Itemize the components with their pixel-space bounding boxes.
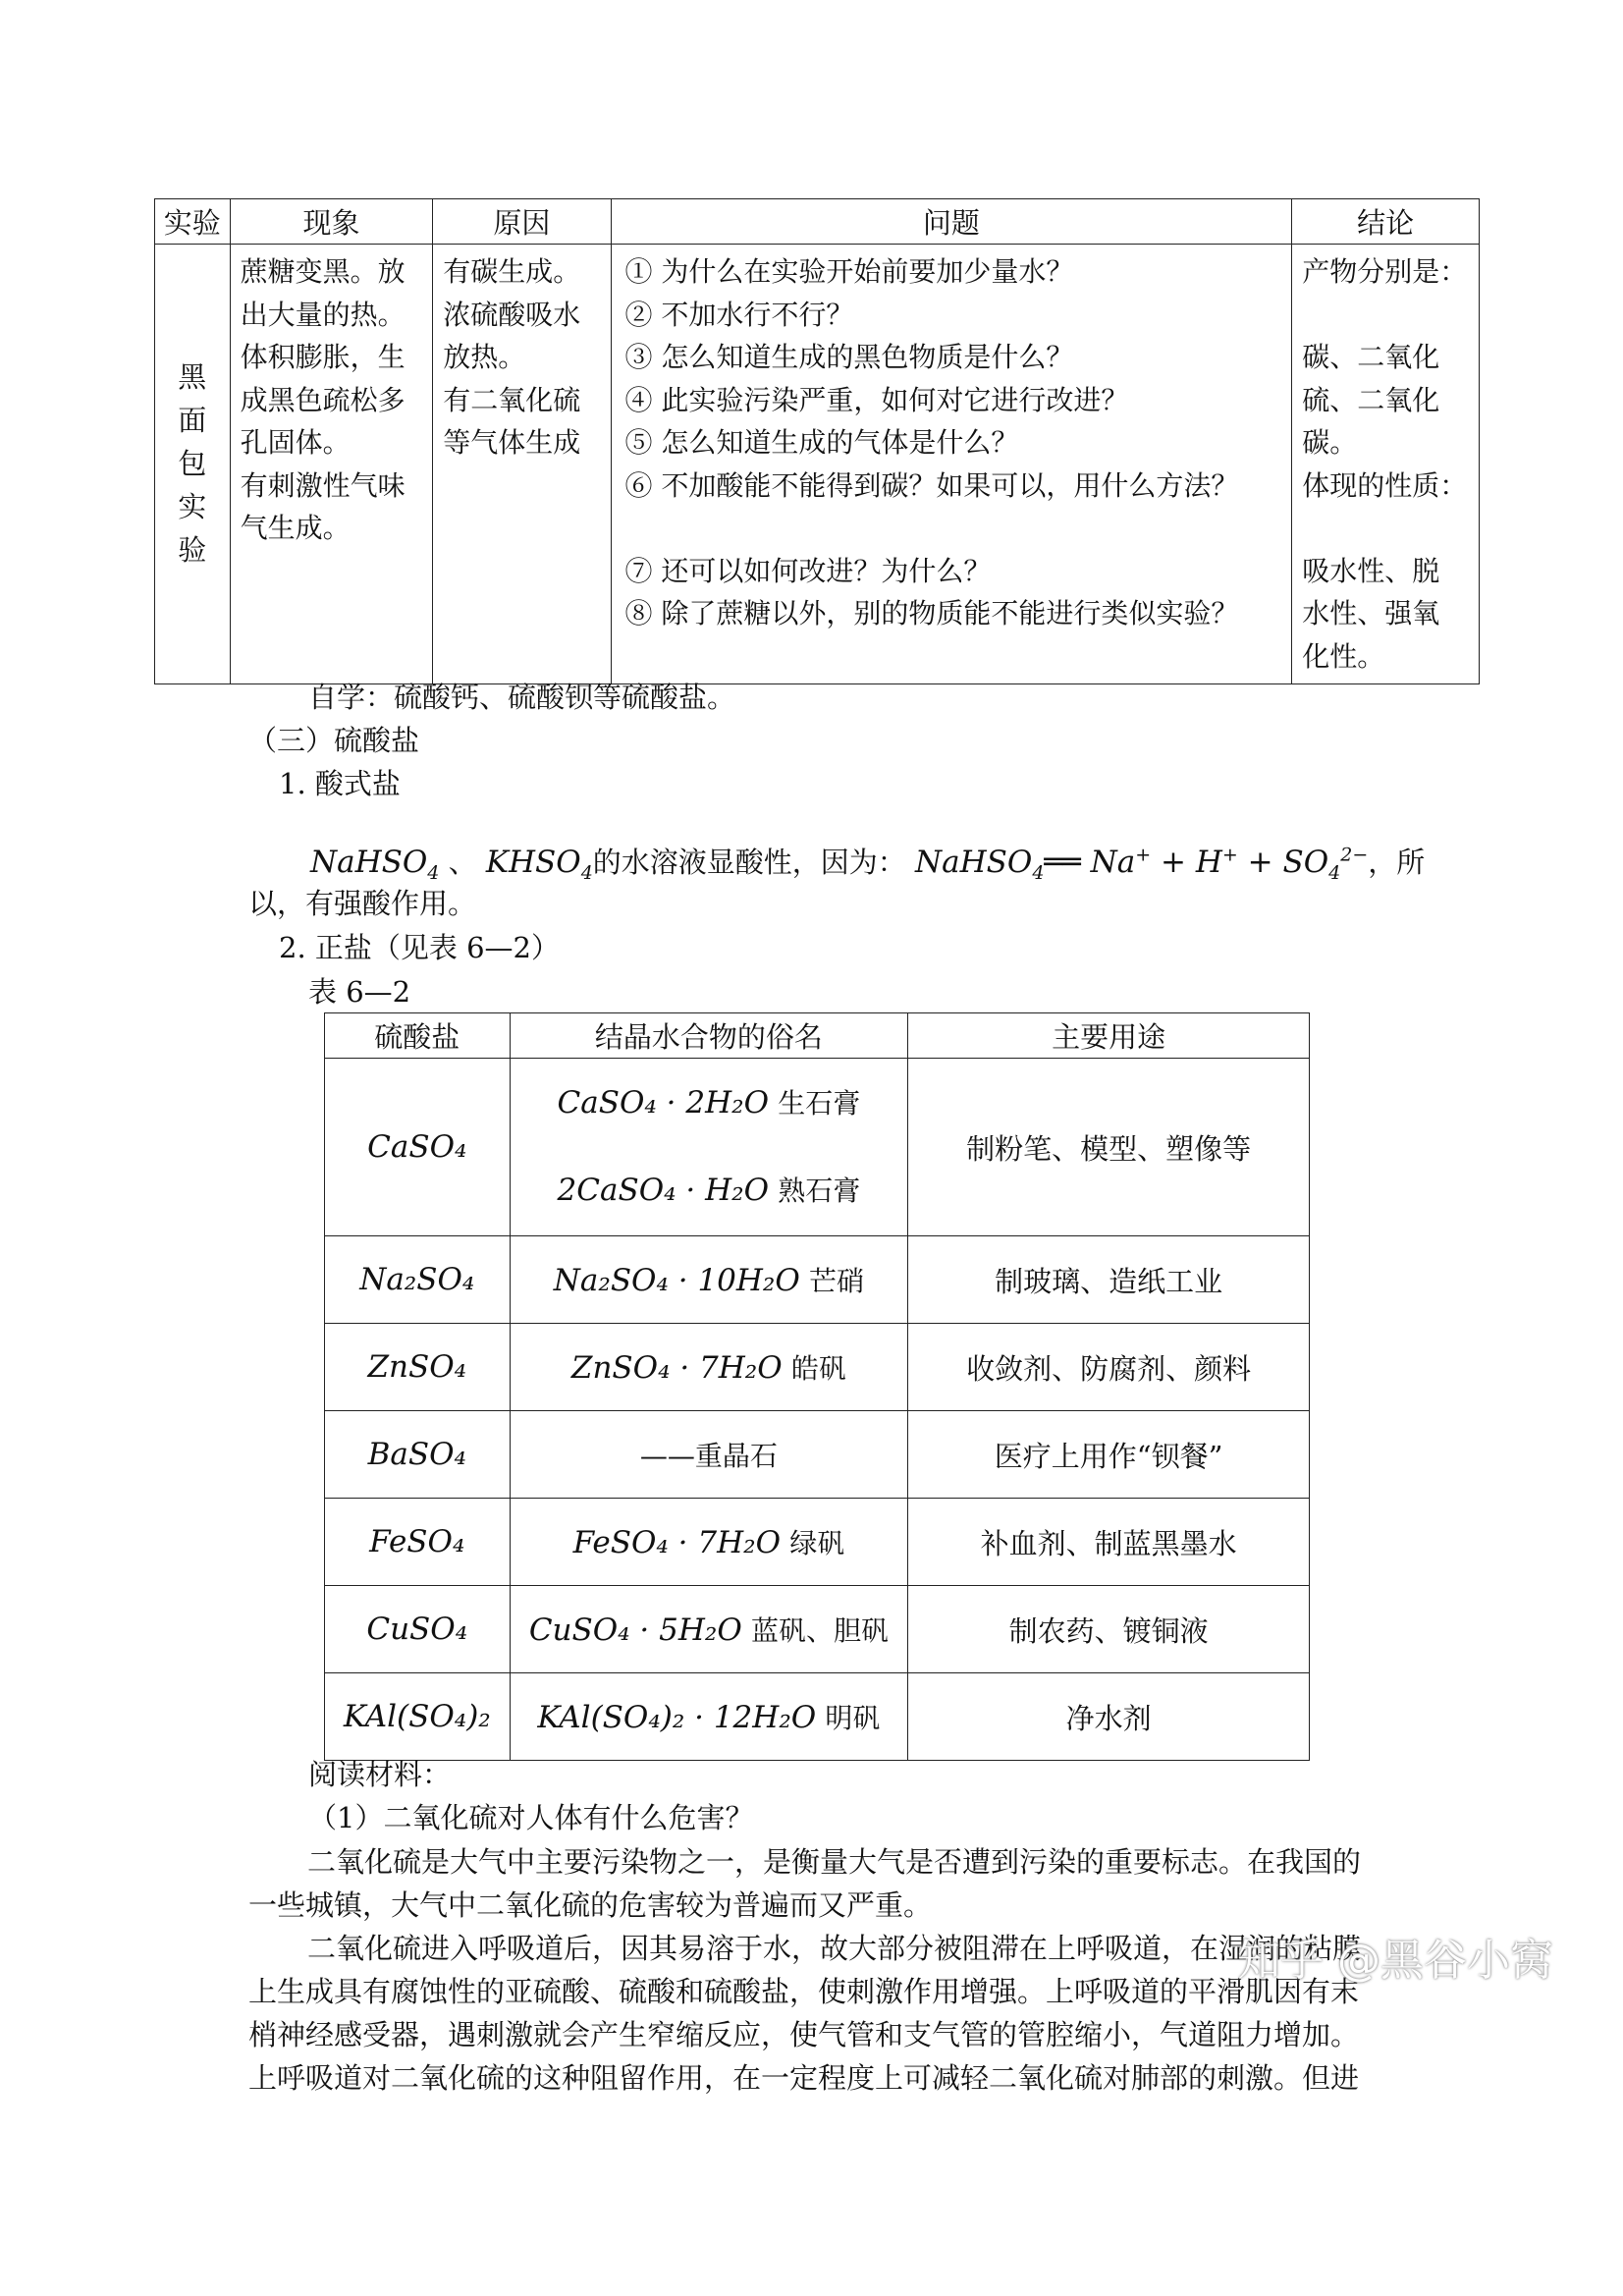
phenomenon-line: 有刺激性气味 [240, 468, 406, 502]
header-conclusion: 结论 [1292, 199, 1480, 245]
watermark: 知乎 @黑谷小窝 [1237, 1936, 1553, 1986]
reason-line: 等气体生成 [443, 426, 581, 459]
paragraph-line: 一些城镇，大气中二氧化硫的危害较为普遍而又严重。 [248, 1888, 933, 1922]
table-row [325, 1586, 1310, 1673]
formula-nahso4: NaHSO$_4$ [310, 845, 440, 885]
paragraph-line: 上呼吸道对二氧化硫的这种阻留作用，在一定程度上可减轻二氧化硫对肺部的刺激。但进 [248, 2061, 1360, 2095]
phenomenon-cell [230, 245, 433, 684]
table-row [325, 1499, 1310, 1586]
hydrate-cell: KAl(SO₄)₂ · 12H₂O 明矾 [510, 1673, 908, 1761]
hydrate-line: 2CaSO₄ · H₂O 熟石膏 [557, 1173, 861, 1208]
question-item: ① 为什么在实验开始前要加少量水？ [624, 255, 1074, 288]
formula-khso4: $KHSO_4$ [485, 845, 593, 885]
subsection-acid-salt: 1. 酸式盐 [279, 767, 401, 800]
phenomenon-line: 成黑色疏松多 [240, 383, 406, 416]
question-item: ④ 此实验污染严重，如何对它进行改进？ [624, 383, 1129, 416]
question-item: ⑧ 除了蔗糖以外，别的物质能不能进行类似实验？ [624, 597, 1239, 629]
hydrate-cell: ——重晶石 [510, 1411, 908, 1499]
conclusion-line: 碳、二氧化 [1302, 341, 1440, 373]
self-study-note: 自学：硫酸钙、硫酸钡等硫酸盐。 [308, 681, 736, 714]
hydrate-cell: Na₂SO₄ · 10H₂O 芒硝 [510, 1236, 908, 1324]
acid-salt-statement-line2: 以，有强酸作用。 [248, 887, 477, 920]
conclusion-line: 化性。 [1302, 639, 1385, 673]
paragraph-line: 上生成具有腐蚀性的亚硫酸、硫酸和硫酸盐，使刺激作用增强。上呼吸道的平滑肌因有末 [248, 1975, 1360, 2008]
reason-line: 浓硫酸吸水 [443, 298, 581, 331]
table-row [325, 1059, 1310, 1236]
phenomenon-line: 体积膨胀，生 [240, 341, 406, 373]
questions-cell [611, 245, 1292, 684]
hydrate-cell: CuSO₄ · 5H₂O 蓝矾、胆矾 [510, 1586, 908, 1673]
spacer [1302, 294, 1469, 337]
reading-heading: 阅读材料： [308, 1758, 452, 1791]
hydrate-cell: FeSO₄ · 7H₂O 绿矾 [510, 1499, 908, 1586]
header-uses: 主要用途 [908, 1013, 1310, 1059]
phenomenon-line: 蔗糖变黑。放 [240, 255, 406, 288]
table-caption: 表 6—2 [308, 975, 411, 1009]
table-row [155, 245, 1480, 684]
question-item: ③ 怎么知道生成的黑色物质是什么？ [624, 341, 1074, 373]
conclusion-line: 吸水性、脱 [1302, 554, 1440, 587]
reason-cell [433, 245, 611, 684]
conclusion-line: 体现的性质： [1302, 468, 1468, 502]
paragraph [248, 1840, 1378, 1927]
experiment-table [154, 198, 1480, 684]
hydrate-cell: ZnSO₄ · 7H₂O 皓矾 [510, 1324, 908, 1411]
salt-cell: BaSO₄ [325, 1411, 511, 1499]
ionization-equation: NaHSO$_4$══ $Na^+ + H^+ + SO_4^{2-}$ [915, 844, 1369, 885]
spacer [625, 507, 1282, 550]
conclusion-line: 产物分别是： [1302, 255, 1468, 288]
salt-cell: CuSO₄ [325, 1586, 511, 1673]
header-sulfate: 硫酸盐 [325, 1013, 511, 1059]
phenomenon-line: 出大量的热。 [240, 298, 406, 331]
use-cell: 净水剂 [908, 1673, 1310, 1761]
salt-cell: KAl(SO₄)₂ [325, 1673, 511, 1761]
header-question: 问题 [611, 199, 1292, 245]
paragraph-line: 二氧化硫是大气中主要污染物之一，是衡量大气是否遭到污染的重要标志。在我国的 [307, 1845, 1362, 1879]
reason-line: 有碳生成。 [443, 255, 581, 288]
subsection-normal-salt: 2. 正盐（见表 6—2） [279, 931, 561, 964]
conclusion-line: 水性、强氧 [1302, 597, 1440, 629]
table-row [325, 1236, 1310, 1324]
salt-cell: FeSO₄ [325, 1499, 511, 1586]
section-heading: （三）硫酸盐 [248, 724, 420, 757]
conclusion-line: 碳。 [1302, 426, 1358, 459]
hydrate-cell [510, 1059, 908, 1236]
reason-line: 放热。 [443, 341, 526, 373]
spacer [1302, 507, 1469, 550]
statement-text: ，所 [1368, 846, 1426, 879]
statement-text: 的水溶液显酸性，因为： [592, 846, 906, 879]
sulfate-table [324, 1012, 1310, 1761]
paragraph-line: 二氧化硫进入呼吸道后，因其易溶于水，故大部分被阻滞在上呼吸道，在湿润的粘膜 [307, 1932, 1362, 1965]
paragraph [248, 1927, 1378, 2100]
phenomenon-line: 孔固体。 [240, 426, 351, 459]
experiment-name: 黑面包实验 [178, 360, 207, 568]
phenomenon-line: 气生成。 [240, 512, 351, 544]
table-header-row [155, 199, 1480, 245]
paragraph-line: 梢神经感受器，遇刺激就会产生窄缩反应，使气管和支气管的管腔缩小，气道阻力增加。 [248, 2018, 1360, 2051]
use-cell: 制农药、镀铜液 [908, 1586, 1310, 1673]
experiment-name-cell [155, 245, 231, 684]
use-cell: 制玻璃、造纸工业 [908, 1236, 1310, 1324]
table-row [325, 1324, 1310, 1411]
question-item: ② 不加水行不行？ [624, 298, 854, 331]
header-phenomenon: 现象 [230, 199, 433, 245]
use-cell: 补血剂、制蓝黑墨水 [908, 1499, 1310, 1586]
separator: 、 [448, 846, 477, 879]
salt-cell: CaSO₄ [325, 1059, 511, 1236]
table-row [325, 1673, 1310, 1761]
header-hydrate-name: 结晶水合物的俗名 [510, 1013, 908, 1059]
salt-cell: Na₂SO₄ [325, 1236, 511, 1324]
table-header-row [325, 1013, 1310, 1059]
question-item: ⑥ 不加酸能不能得到碳？如果可以，用什么方法？ [624, 468, 1239, 502]
use-cell: 制粉笔、模型、塑像等 [908, 1059, 1310, 1236]
reading-question: （1）二氧化硫对人体有什么危害？ [308, 1801, 754, 1834]
conclusion-line: 硫、二氧化 [1302, 383, 1440, 416]
conclusion-cell [1292, 245, 1480, 684]
use-cell: 医疗上用作“钡餐” [908, 1411, 1310, 1499]
salt-cell: ZnSO₄ [325, 1324, 511, 1411]
question-item: ⑦ 还可以如何改进？为什么？ [624, 554, 992, 587]
header-experiment: 实验 [155, 199, 231, 245]
header-reason: 原因 [433, 199, 611, 245]
hydrate-line: CaSO₄ · 2H₂O 生石膏 [557, 1085, 861, 1121]
reason-line: 有二氧化硫 [443, 383, 581, 416]
acid-salt-statement [310, 843, 1426, 885]
table-row [325, 1411, 1310, 1499]
question-item: ⑤ 怎么知道生成的气体是什么？ [624, 426, 1019, 459]
use-cell: 收敛剂、防腐剂、颜料 [908, 1324, 1310, 1411]
